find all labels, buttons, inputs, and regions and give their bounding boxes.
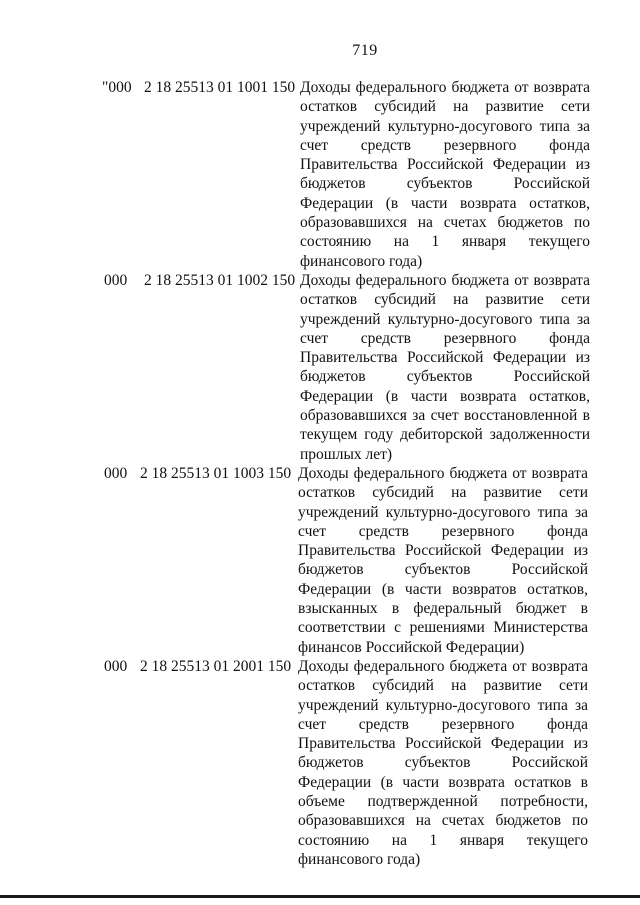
revenue-description: Доходы федерального бюджета от возврата остатков субсидий на развитие сети учреждений культурно-досугового типа за счет средств резервного фонда Правительства Российской Федерации из бюджетов субъектов Российской Федерации (в части возврата остатков, образовавшихся на счетах бюджетов по состоянию на 1 января текущего финансового года) [300, 79, 590, 270]
revenue-code-table [0, 78, 640, 869]
table-row [0, 271, 640, 464]
budget-classification-code: 2 18 25513 01 1003 150 [140, 464, 292, 482]
table-row [0, 464, 640, 657]
table-row [0, 657, 640, 869]
admin-code: 000 [104, 464, 128, 482]
admin-code: 000 [104, 271, 128, 289]
admin-code: 000 [104, 657, 128, 675]
budget-classification-code: 2 18 25513 01 1002 150 [144, 271, 296, 289]
budget-classification-code: 2 18 25513 01 1001 150 [144, 79, 296, 96]
revenue-description: Доходы федерального бюджета от возврата остатков субсидий на развитие сети учреждений культурно-досугового типа за счет средств резервного фонда Правительства Российской Федерации из бюджетов субъектов Российской Федерации (в части возврата остатков в объеме подтвержденной потребности, образовавшихся на счетах бюджетов по состоянию на 1 января текущего финансового года) [298, 657, 588, 868]
revenue-description: Доходы федерального бюджета от возврата остатков субсидий на развитие сети учреждений культурно-досугового типа за счет средств резервного фонда Правительства Российской Федерации из бюджетов субъектов Российской Федерации (в части возвратов остатков, взысканных в федеральный бюджет в соответствии с решениями Министерства финансов Российской Федерации) [298, 464, 588, 656]
revenue-description: Доходы федерального бюджета от возврата остатков субсидий на развитие сети учреждений культурно-досугового типа за счет средств резервного фонда Правительства Российской Федерации из бюджетов субъектов Российской Федерации (в части возврата остатков, образовавшихся за счет восстановленной в текущем году дебиторской задолженности прошлых лет) [300, 271, 590, 463]
table-row [0, 78, 640, 271]
page-bottom-border [0, 895, 640, 898]
admin-code: "000 [102, 79, 132, 96]
budget-classification-code: 2 18 25513 01 2001 150 [140, 657, 292, 675]
page-number: 719 [352, 42, 378, 59]
